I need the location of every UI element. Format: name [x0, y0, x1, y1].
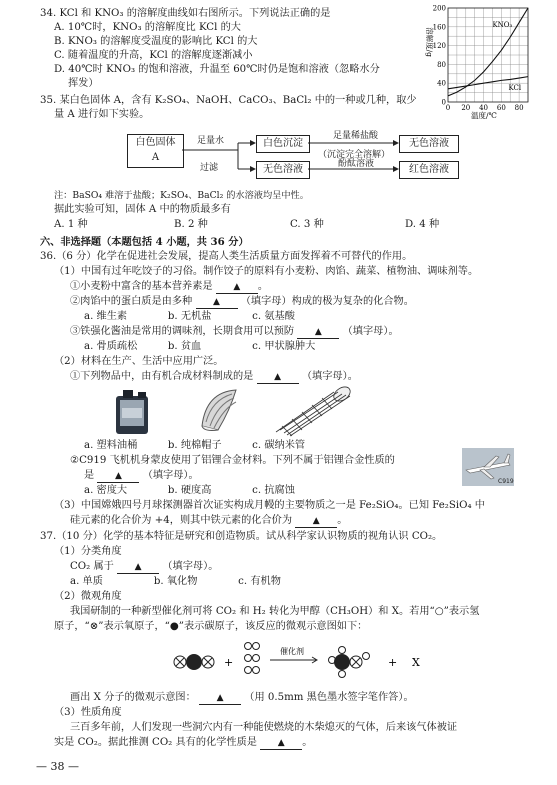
arrow2-top-label: 足量稀盐酸	[333, 131, 379, 141]
y-tick-label: 0	[441, 98, 446, 107]
plus-sign-2: +	[388, 656, 398, 669]
box-colorless-solution-1: 无色溶液	[256, 161, 310, 179]
x-tick-label: 80	[514, 104, 524, 112]
q36-part3-c: 。	[337, 515, 348, 526]
q34-option-b: B. KNO₃ 的溶解度受温度的影响比 KCl 的大	[54, 36, 258, 47]
q36-2-1-options: a. 塑料油桶 b. 纯棉帽子 c. 碳纳米管	[84, 440, 306, 451]
answer-blank[interactable]: ▲	[196, 297, 238, 309]
q37-part3: （3）性质角度	[54, 707, 122, 718]
q36-1-3-text-b: （填字母）。	[342, 326, 399, 337]
box-red-solution: 红色溶液	[399, 161, 459, 179]
section-heading: 六、非选择题（本题包括 4 小题，共 36 分）	[40, 236, 249, 248]
y-tick-label: 160	[432, 23, 446, 32]
x-tick-label: 0	[445, 104, 451, 112]
cotton-cap-image	[196, 386, 244, 434]
chart-ylabel: 溶解度/g	[425, 27, 434, 57]
q36-2-2-text-b: 是	[84, 470, 95, 481]
q36-part3-a: （3）中国嫦娥四号月球探测器首次证实构成月幔的主要物质之一是 Fe₂SiO₄。已知 Fe₂SiO₄ 中	[54, 500, 485, 511]
q36-part2: （2）材料在生产、生活中应用广泛。	[54, 356, 224, 367]
y-tick-label: 80	[437, 60, 446, 69]
answer-blank[interactable]: ▲	[97, 471, 139, 483]
y-tick-label: 40	[437, 79, 446, 88]
q36-2-1-text-a: ①下列物品中，由有机合成材料制成的是	[70, 371, 254, 382]
q34-option-d: D. 40℃时 KNO₃ 的饱和溶液，升温至 60℃时仍是饱和溶液（忽略水分	[54, 64, 380, 75]
q34-option-d-cont: 挥发）	[68, 78, 99, 89]
carbon-nanotube-image	[272, 386, 356, 438]
q34-option-a: A. 10℃时，KNO₃ 的溶解度比 KCl 的大	[54, 22, 241, 33]
q36-part3	[70, 515, 347, 528]
q37-1-text-a: CO₂ 属于	[70, 561, 114, 572]
q36-1-3	[70, 326, 399, 339]
q36-2-2-text-a: ②C919 飞机机身蒙皮使用了铝锂合金材料。下列不属于铝锂合金性质的	[70, 455, 395, 466]
answer-blank[interactable]: ▲	[297, 327, 339, 339]
q36-2-2-text-c: （填字母）。	[142, 470, 199, 481]
arrow1-bottom-label: 过滤	[200, 163, 219, 173]
q34-stem: 34. KCl 和 KNO₃ 的溶解度曲线如右图所示。下列说法正确的是	[40, 8, 331, 19]
q35-option-b: B. 2 种	[174, 219, 208, 230]
q35-stem-1: 35. 某白色固体 A，含有 K₂SO₄、NaOH、CaCO₃、BaCl₂ 中的一种或几种，取少	[40, 95, 417, 106]
answer-blank[interactable]: ▲	[295, 516, 337, 528]
q35-option-a: A. 1 种	[54, 219, 88, 230]
x-tick-label: 60	[496, 104, 506, 112]
reaction-micro-diagram	[160, 636, 450, 688]
methanol-molecule	[329, 647, 370, 678]
co2-molecule	[174, 654, 214, 670]
c919-plane-image	[462, 448, 514, 486]
q35-stem-2: 量 A 进行如下实验。	[54, 109, 150, 120]
q36-1-2-options: a. 维生素 b. 无机盐 c. 氨基酸	[84, 311, 295, 322]
answer-blank[interactable]: ▲	[117, 562, 159, 574]
box-a-line2: A	[151, 152, 160, 163]
series-label-kcl: KCl	[508, 83, 522, 92]
q35-option-d: D. 4 种	[405, 219, 440, 230]
q37-2-c	[70, 692, 414, 705]
answer-blank[interactable]: ▲	[199, 693, 241, 705]
answer-blank[interactable]: ▲	[257, 372, 299, 384]
q36-1-1: ①小麦粉中富含的基本营养素是 ▲ 。	[70, 281, 268, 294]
arrow2-bottom-label: （沉淀完全溶解）	[318, 150, 391, 160]
answer-blank[interactable]: ▲	[216, 282, 258, 294]
plus-sign-1: +	[224, 656, 234, 669]
q37-2-d-text: （用 0.5mm 黑色墨水签字笔作答）。	[244, 692, 414, 703]
q37-2-c-text: 画出 X 分子的微观示意图：	[70, 692, 196, 703]
x-tick-label: 20	[461, 104, 471, 112]
y-tick-label: 120	[432, 42, 446, 51]
q34-option-c: C. 随着温度的升高，KCl 的溶解度逐渐减小	[54, 50, 253, 61]
q36-stem: 36.（6 分）化学在促进社会发展，提高人类生活质量方面发挥着不可替代的作用。	[40, 251, 413, 262]
q36-1-1-text: ①小麦粉中富含的基本营养素是	[70, 281, 213, 292]
product-x: X	[412, 656, 420, 669]
chart-xlabel: 温度/℃	[471, 111, 497, 120]
q35-option-c: C. 3 种	[290, 219, 324, 230]
q36-2-2	[84, 470, 199, 483]
arrow1-top-label: 足量水	[197, 136, 225, 146]
h2-molecules	[245, 643, 260, 674]
q36-1-2	[70, 296, 414, 309]
q37-2-b: 原子，“⊗”表示氧原子，“●”表示碳原子，该反应的微观示意图如下：	[54, 621, 368, 632]
q37-part2: （2）微观角度	[54, 591, 122, 602]
q36-1-2-text-b: （填字母）构成的极为复杂的化合物。	[240, 296, 414, 307]
q37-3-c: 。	[302, 737, 313, 748]
catalyst-label: 催化剂	[280, 647, 304, 656]
q37-1	[70, 561, 218, 574]
c919-label: C919	[498, 478, 514, 485]
q37-3-b: 实是 CO₂。据此推测 CO₂ 具有的化学性质是	[54, 737, 257, 748]
q36-2-1-text-b: （填字母）。	[301, 371, 358, 382]
q36-1-2-text-a: ②肉馅中的蛋白质是由多种	[70, 296, 193, 307]
q37-1-options: a. 单质 b. 氧化物 c. 有机物	[70, 576, 281, 587]
q36-2-2-options: a. 密度大 b. 硬度高 c. 抗腐蚀	[84, 485, 295, 496]
q37-stem: 37.（10 分）化学的基本特征是研究和创造物质。试从科学家认识物质的视角认识 CO₂。	[40, 531, 443, 542]
box-colorless-solution-2: 无色溶液	[399, 135, 459, 153]
flowchart-arrows	[0, 0, 557, 200]
q36-1-3-text-a: ③铁强化酱油是常用的调味剂，长期食用可以预防	[70, 326, 295, 337]
q36-part3-b: 硅元素的化合价为 +4，则其中铁元素的化合价为	[70, 515, 293, 526]
q36-part1: （1）中国有过年吃饺子的习俗。制作饺子的原料有小麦粉、肉馅、蔬菜、植物油、调味剂等。	[54, 266, 479, 277]
arrow3-top-label: 酚酞溶液	[338, 159, 375, 169]
x-tick-label: 40	[479, 104, 489, 112]
y-tick-label: 200	[432, 4, 446, 13]
q36-1-3-options: a. 骨质疏松 b. 贫血 c. 甲状腺肿大	[84, 341, 316, 352]
page-number: — 38 —	[36, 760, 79, 773]
q37-3	[54, 737, 312, 750]
plastic-oil-barrel-image	[112, 388, 154, 436]
q37-2-a: 我国研制的一种新型催化剂可将 CO₂ 和 H₂ 转化为甲醇（CH₃OH）和 X。若用“○”表示氢	[70, 606, 480, 617]
q35-ask: 据此实验可知，固体 A 中的物质最多有	[54, 204, 231, 215]
q37-part1: （1）分类角度	[54, 546, 122, 557]
q37-3-a: 三百多年前，人们发现一些洞穴内有一种能使燃烧的木柴熄灭的气体，后来该气体被证	[70, 722, 458, 733]
q36-2-1	[70, 371, 358, 384]
q35-note: 注：BaSO₄ 难溶于盐酸；K₂SO₄、BaCl₂ 的水溶液均呈中性。	[54, 190, 309, 201]
answer-blank[interactable]: ▲	[260, 738, 302, 750]
box-a-line1: 白色固体	[135, 137, 176, 148]
box-white-precipitate: 白色沉淀	[256, 135, 310, 153]
q37-1-text-b: （填字母）。	[162, 561, 219, 572]
series-label-kno3: KNO₃	[492, 20, 513, 29]
